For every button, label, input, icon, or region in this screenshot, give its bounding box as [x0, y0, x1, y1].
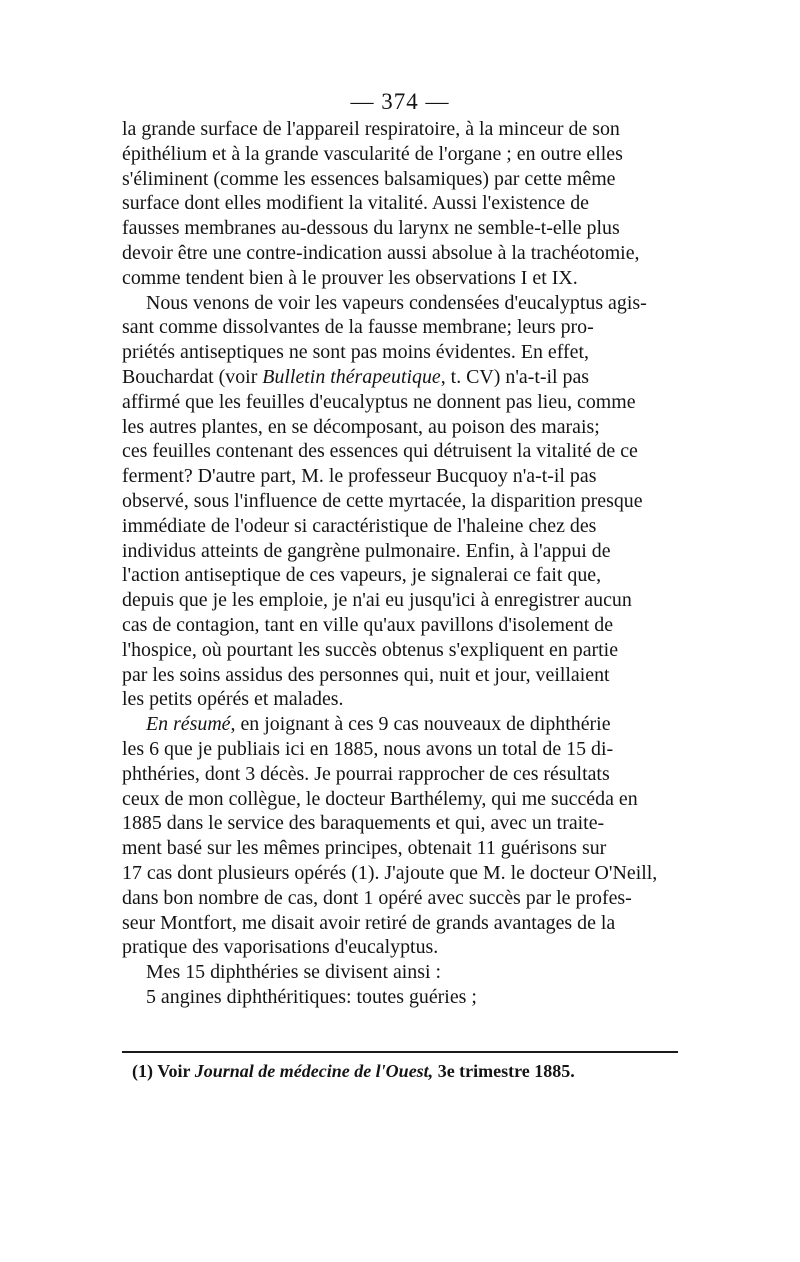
- text-line: priétés antiseptiques ne sont pas moins évidentes. En effet,: [122, 341, 589, 364]
- paragraph-start-line: 5 angines diphthéritiques: toutes guéries ;: [146, 985, 477, 1008]
- text-line: ces feuilles contenant des essences qui détruisent la vitalité de ce: [122, 440, 638, 463]
- text-line: épithélium et à la grande vascularité de l'organe ; en outre elles: [122, 142, 623, 165]
- text-line: 17 cas dont plusieurs opérés (1). J'ajoute que M. le docteur O'Neill,: [122, 861, 658, 884]
- text-line: devoir être une contre-indication aussi absolue à la trachéotomie,: [122, 241, 640, 264]
- text-line: seur Montfort, me disait avoir retiré de grands avantages de la: [122, 911, 616, 934]
- text-line: individus atteints de gangrène pulmonaire. Enfin, à l'appui de: [122, 539, 611, 562]
- footnote-lead: Voir: [157, 1061, 191, 1081]
- page-number: — 374 —: [350, 89, 450, 114]
- paragraph-start-line: Nous venons de voir les vapeurs condensées d'eucalyptus agis-: [146, 291, 647, 314]
- text-line: la grande surface de l'appareil respiratoire, à la minceur de son: [122, 118, 620, 140]
- italic-segment: En résumé: [146, 713, 231, 736]
- body-text: [122, 117, 678, 1010]
- text-segment: Bouchardat (voir: [122, 365, 263, 388]
- text-line: 1885 dans le service des baraquements et qui, avec un traite-: [122, 812, 605, 835]
- text-line: comme tendent bien à le prouver les observations I et IX.: [122, 266, 578, 289]
- text-line-with-italic: [122, 365, 678, 390]
- text-line: les autres plantes, en se décomposant, au poison des marais;: [122, 415, 600, 438]
- text-line: immédiate de l'odeur si caractéristique de l'haleine chez des: [122, 514, 597, 537]
- text-segment: , en joignant à ces 9 cas nouveaux de diphthérie: [230, 713, 611, 736]
- text-line: l'hospice, où pourtant les succès obtenus s'expliquent en partie: [122, 638, 619, 661]
- text-segment: , t. CV) n'a-t-il pas: [440, 365, 590, 388]
- footnote-marker: (1): [132, 1061, 153, 1081]
- text-line: sant comme dissolvantes de la fausse membrane; leurs pro-: [122, 316, 594, 339]
- footnote-divider: [122, 1051, 678, 1053]
- text-line: les petits opérés et malades.: [122, 688, 344, 711]
- text-line: dans bon nombre de cas, dont 1 opéré avec succès par le profes-: [122, 886, 632, 909]
- text-line: cas de contagion, tant en ville qu'aux pavillons d'isolement de: [122, 613, 614, 636]
- text-line: ferment? D'autre part, M. le professeur Bucquoy n'a-t-il pas: [122, 465, 597, 488]
- text-line: fausses membranes au-dessous du larynx ne semble-t-elle plus: [122, 217, 620, 240]
- text-line: par les soins assidus des personnes qui, nuit et jour, veillaient: [122, 663, 610, 686]
- text-line: l'action antiseptique de ces vapeurs, je signalerai ce fait que,: [122, 564, 602, 587]
- footnote: [132, 1060, 672, 1082]
- italic-segment: Bulletin thérapeutique: [262, 365, 441, 388]
- text-line: ceux de mon collègue, le docteur Barthélemy, qui me succéda en: [122, 787, 638, 810]
- text-line: ment basé sur les mêmes principes, obtenait 11 guérisons sur: [122, 837, 607, 860]
- text-line: observé, sous l'influence de cette myrtacée, la disparition presque: [122, 489, 643, 512]
- footnote-tail: 3e trimestre 1885.: [437, 1061, 575, 1081]
- text-line: pratique des vaporisations d'eucalyptus.: [122, 936, 439, 959]
- footnote-journal: Journal de médecine de l'Ouest,: [194, 1061, 434, 1081]
- text-line: s'éliminent (comme les essences balsamiques) par cette même: [122, 167, 616, 190]
- text-line: phthéries, dont 3 décès. Je pourrai rapprocher de ces résultats: [122, 762, 610, 785]
- text-line: depuis que je les emploie, je n'ai eu jusqu'ici à enregistrer aucun: [122, 589, 632, 612]
- text-line: surface dont elles modifient la vitalité. Aussi l'existence de: [122, 192, 590, 215]
- text-line-with-italic: [122, 712, 678, 737]
- text-line: affirmé que les feuilles d'eucalyptus ne donnent pas lieu, comme: [122, 390, 636, 413]
- paragraph-start-line: Mes 15 diphthéries se divisent ainsi :: [146, 961, 442, 984]
- text-line: les 6 que je publiais ici en 1885, nous avons un total de 15 di-: [122, 737, 614, 760]
